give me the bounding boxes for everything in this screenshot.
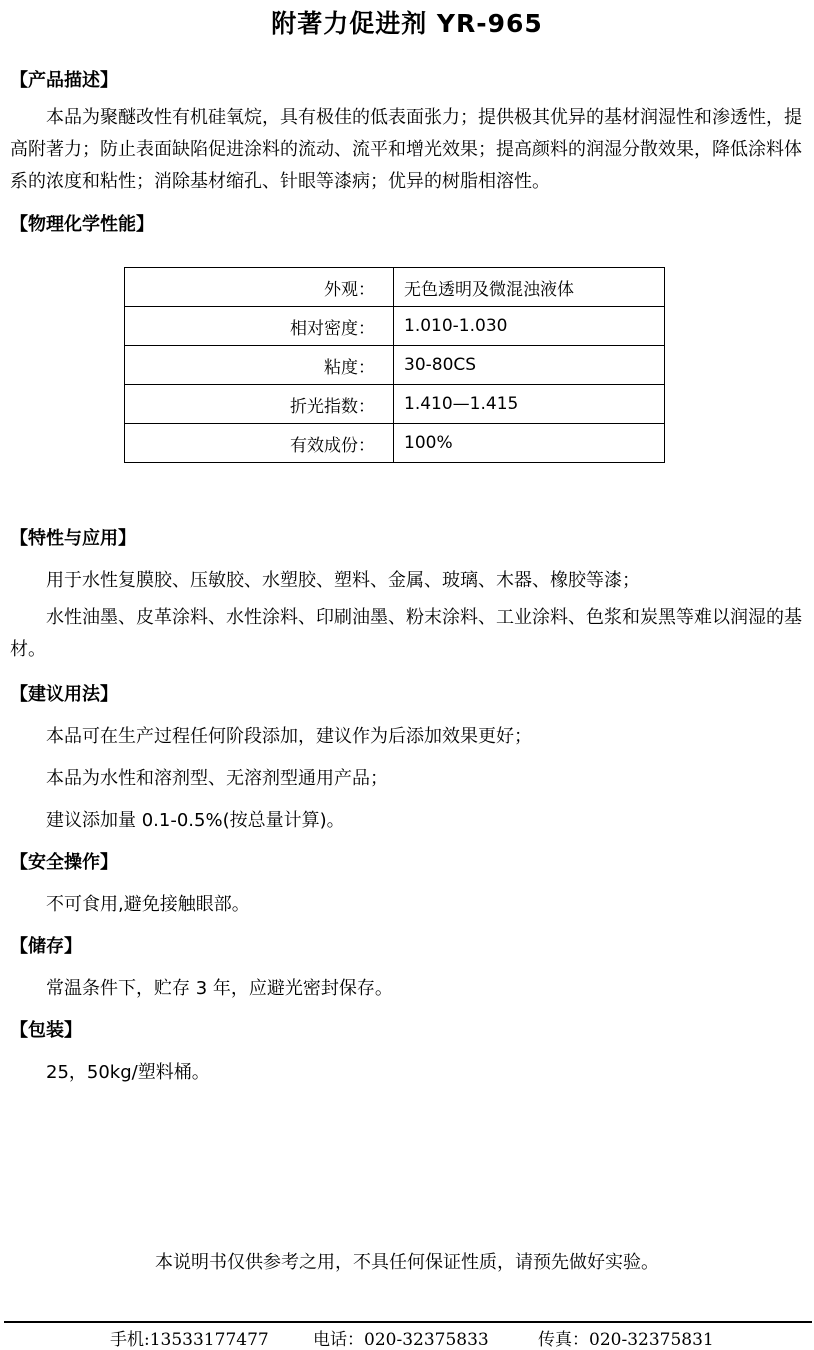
table-row xyxy=(125,385,665,424)
usage-line-3: 建议添加量 0.1-0.5%(按总量计算)。 xyxy=(46,810,345,831)
property-label: 外观： xyxy=(125,268,394,307)
section-heading-storage: 【储存】 xyxy=(10,936,82,957)
usage-line-2: 本品为水性和溶剂型、无溶剂型通用产品； xyxy=(46,768,388,789)
section-heading-features: 【特性与应用】 xyxy=(10,528,136,549)
table-row xyxy=(125,307,665,346)
property-value: 1.410—1.415 xyxy=(394,385,665,424)
property-label: 粘度： xyxy=(125,346,394,385)
document-title: 附著力促进剂 YR-965 xyxy=(271,9,543,38)
property-value: 1.010-1.030 xyxy=(394,307,665,346)
section-heading-properties: 【物理化学性能】 xyxy=(10,214,154,235)
section-heading-description: 【产品描述】 xyxy=(10,70,118,91)
features-line-1: 用于水性复膜胶、压敏胶、水塑胶、塑料、金属、玻璃、木器、橡胶等漆； xyxy=(46,570,640,591)
footer-fax: 传真：020-32375831 xyxy=(538,1330,714,1350)
table-row xyxy=(125,268,665,307)
storage-text: 常温条件下，贮存 3 年，应避光密封保存。 xyxy=(46,978,393,999)
features-line-2: 水性油墨、皮革涂料、水性涂料、印刷油墨、粉末涂料、工业涂料、色浆和炭黑等难以润湿的基材。 xyxy=(10,607,802,660)
section-heading-usage: 【建议用法】 xyxy=(10,684,118,705)
table-row xyxy=(125,424,665,463)
disclaimer-notice: 本说明书仅供参考之用，不具任何保证性质，请预先做好实验。 xyxy=(155,1252,659,1273)
property-value: 30-80CS xyxy=(394,346,665,385)
description-text: 本品为聚醚改性有机硅氧烷，具有极佳的低表面张力；提供极其优异的基材润湿性和渗透性，提高附著力；防止表面缺陷促进涂料的流动、流平和增光效果；提高颜料的润湿分散效果，降低涂料体系的浓度和粘性；消除基材缩孔、针眼等漆病；优异的树脂相溶性。 xyxy=(10,107,802,192)
table-row xyxy=(125,346,665,385)
safety-text: 不可食用,避免接触眼部。 xyxy=(46,894,250,915)
property-label: 折光指数： xyxy=(125,385,394,424)
footer-phone: 电话：020-32375833 xyxy=(313,1330,489,1350)
property-label: 有效成份： xyxy=(125,424,394,463)
property-value: 100% xyxy=(394,424,665,463)
section-heading-safety: 【安全操作】 xyxy=(10,852,118,873)
property-value: 无色透明及微混浊液体 xyxy=(394,268,665,307)
footer-divider xyxy=(4,1321,812,1323)
footer-mobile: 手机:13533177477 xyxy=(110,1330,269,1350)
properties-table xyxy=(124,267,665,463)
property-label: 相对密度： xyxy=(125,307,394,346)
section-heading-packaging: 【包装】 xyxy=(10,1020,82,1041)
packaging-text: 25，50kg/塑料桶。 xyxy=(46,1062,210,1083)
usage-line-1: 本品可在生产过程任何阶段添加，建议作为后添加效果更好； xyxy=(46,726,532,747)
